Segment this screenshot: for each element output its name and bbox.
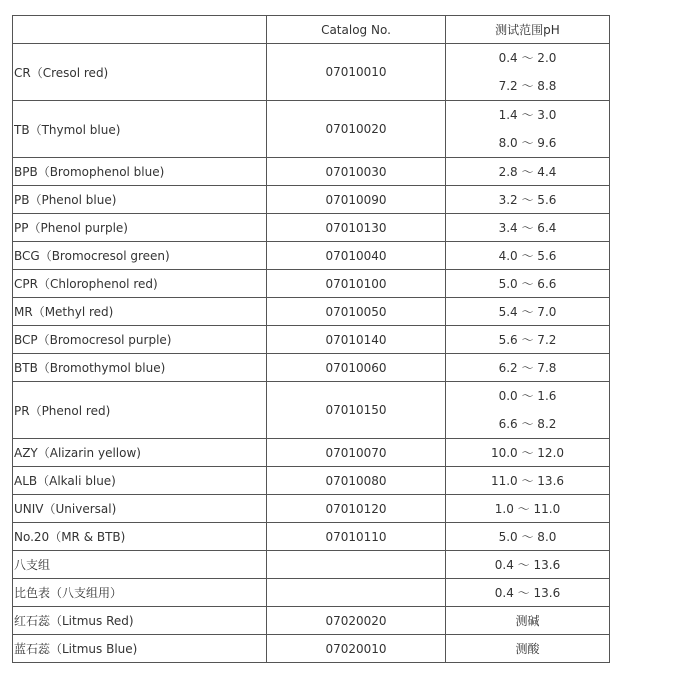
table-row	[13, 101, 610, 158]
ph-range: 5.0 ～ 8.0	[498, 530, 557, 544]
ph-range: 10.0 ～ 12.0	[490, 446, 565, 460]
ph-range-cell	[446, 158, 610, 186]
table-row	[13, 214, 610, 242]
ph-range: 4.0 ～ 5.6	[498, 249, 557, 263]
ph-range: 1.4 ～ 3.0	[498, 108, 557, 122]
table-row	[13, 579, 610, 607]
table-row	[13, 354, 610, 382]
indicator-name: BCG（Bromocresol green)	[13, 242, 267, 270]
catalog-number: 07010050	[267, 298, 446, 326]
ph-range-cell	[446, 298, 610, 326]
table-row	[13, 158, 610, 186]
indicator-name: AZY（Alizarin yellow)	[13, 439, 267, 467]
catalog-number: 07010120	[267, 495, 446, 523]
ph-range: 3.4 ～ 6.4	[498, 221, 557, 235]
ph-range: 5.6 ～ 7.2	[498, 333, 557, 347]
header-name	[13, 16, 267, 44]
ph-range: 6.2 ～ 7.8	[498, 361, 557, 375]
indicator-name: 八支组	[13, 551, 267, 579]
ph-range: 6.6 ～ 8.2	[498, 417, 557, 431]
ph-range: 7.2 ～ 8.8	[498, 79, 557, 93]
ph-range-cell	[446, 495, 610, 523]
ph-range-cell	[446, 551, 610, 579]
header-catalog: Catalog No.	[267, 16, 446, 44]
ph-range: 0.4 ～ 2.0	[498, 51, 557, 65]
catalog-number: 07010100	[267, 270, 446, 298]
ph-range: 2.8 ～ 4.4	[498, 165, 557, 179]
ph-range-cell	[446, 382, 610, 439]
ph-range: 8.0 ～ 9.6	[498, 136, 557, 150]
catalog-number	[267, 579, 446, 607]
table-row	[13, 298, 610, 326]
table-row	[13, 44, 610, 101]
header-ph-range: 测试范围pH	[446, 16, 610, 44]
catalog-number: 07010090	[267, 186, 446, 214]
catalog-number: 07010010	[267, 44, 446, 101]
table-row	[13, 607, 610, 635]
ph-range-cell	[446, 242, 610, 270]
ph-range: 0.0 ～ 1.6	[498, 389, 557, 403]
ph-range: 0.4 ～ 13.6	[494, 558, 561, 572]
catalog-number	[267, 551, 446, 579]
header-row	[13, 16, 610, 44]
indicator-name: PR（Phenol red)	[13, 382, 267, 439]
indicator-name: No.20（MR & BTB)	[13, 523, 267, 551]
ph-range-cell	[446, 44, 610, 101]
ph-range-cell	[446, 270, 610, 298]
catalog-number: 07020020	[267, 607, 446, 635]
catalog-number: 07010130	[267, 214, 446, 242]
ph-range-cell	[446, 326, 610, 354]
table-row	[13, 382, 610, 439]
catalog-number: 07010070	[267, 439, 446, 467]
indicator-name: CR（Cresol red)	[13, 44, 267, 101]
catalog-number: 07010060	[267, 354, 446, 382]
ph-range-cell	[446, 214, 610, 242]
ph-range: 1.0 ～ 11.0	[494, 502, 561, 516]
ph-range-cell	[446, 354, 610, 382]
indicator-name: MR（Methyl red)	[13, 298, 267, 326]
table-row	[13, 523, 610, 551]
catalog-number: 07010040	[267, 242, 446, 270]
ph-range: 测碱	[515, 614, 540, 628]
indicator-paper-table	[12, 15, 610, 663]
catalog-number: 07010150	[267, 382, 446, 439]
indicator-name: 蓝石蕊（Litmus Blue)	[13, 635, 267, 663]
ph-range: 11.0 ～ 13.6	[490, 474, 565, 488]
ph-range: 5.4 ～ 7.0	[498, 305, 557, 319]
ph-range-cell	[446, 101, 610, 158]
catalog-number: 07020010	[267, 635, 446, 663]
ph-range-cell	[446, 607, 610, 635]
ph-range-cell	[446, 467, 610, 495]
indicator-name: UNIV（Universal)	[13, 495, 267, 523]
ph-range: 5.0 ～ 6.6	[498, 277, 557, 291]
table-row	[13, 270, 610, 298]
ph-range-cell	[446, 186, 610, 214]
table-row	[13, 186, 610, 214]
indicator-name: ALB（Alkali blue)	[13, 467, 267, 495]
indicator-name: CPR（Chlorophenol red)	[13, 270, 267, 298]
table-row	[13, 551, 610, 579]
table-row	[13, 467, 610, 495]
ph-range-cell	[446, 523, 610, 551]
indicator-name: BCP（Bromocresol purple)	[13, 326, 267, 354]
catalog-number: 07010030	[267, 158, 446, 186]
catalog-number: 07010080	[267, 467, 446, 495]
table-row	[13, 326, 610, 354]
ph-range: 3.2 ～ 5.6	[498, 193, 557, 207]
catalog-number: 07010110	[267, 523, 446, 551]
catalog-number: 07010140	[267, 326, 446, 354]
ph-range-cell	[446, 579, 610, 607]
ph-range-cell	[446, 439, 610, 467]
indicator-name: PP（Phenol purple)	[13, 214, 267, 242]
table-row	[13, 439, 610, 467]
table-row	[13, 635, 610, 663]
table-row	[13, 495, 610, 523]
indicator-name: TB（Thymol blue)	[13, 101, 267, 158]
table-row	[13, 242, 610, 270]
ph-range: 测酸	[515, 642, 540, 656]
indicator-name: BTB（Bromothymol blue)	[13, 354, 267, 382]
ph-range: 0.4 ～ 13.6	[494, 586, 561, 600]
catalog-number: 07010020	[267, 101, 446, 158]
indicator-name: 比色表（八支组用）	[13, 579, 267, 607]
ph-range-cell	[446, 635, 610, 663]
indicator-name: 红石蕊（Litmus Red)	[13, 607, 267, 635]
indicator-name: BPB（Bromophenol blue)	[13, 158, 267, 186]
indicator-name: PB（Phenol blue)	[13, 186, 267, 214]
table-body	[13, 16, 610, 663]
